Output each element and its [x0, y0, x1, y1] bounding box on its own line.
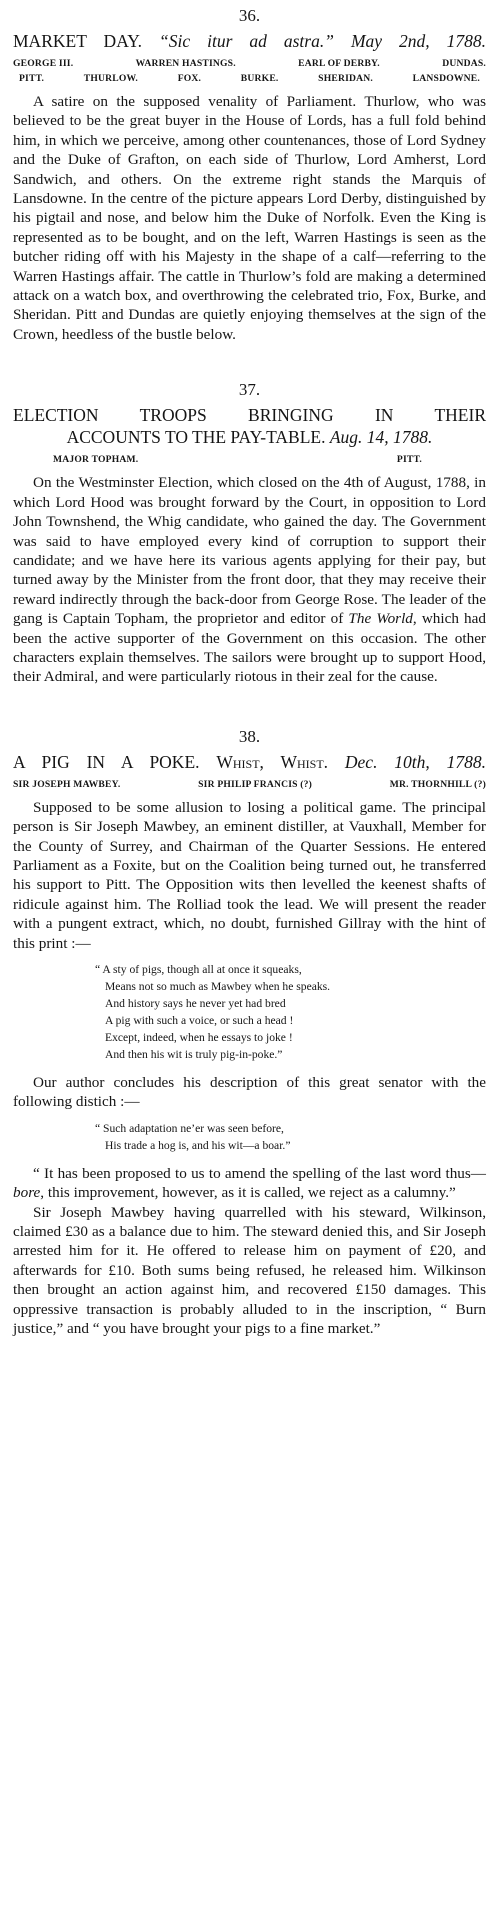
- character-list: [13, 452, 486, 467]
- character-row: [13, 71, 486, 86]
- character-name: FOX.: [177, 73, 202, 84]
- character-name: LANSDOWNE.: [412, 73, 480, 84]
- verse-line: And history says he never yet had bred: [105, 997, 286, 1010]
- entry-38: [13, 727, 486, 1339]
- paragraph-text: , this improvement, however, as it is called, we reject as a calumny.”: [40, 1184, 456, 1202]
- entry-heading: [13, 426, 486, 448]
- publication-title: The World: [348, 610, 413, 628]
- character-name: EARL OF DERBY.: [298, 58, 380, 69]
- verse-line: His trade a hog is, and his wit—a boar.”: [105, 1138, 291, 1152]
- entry-motto: “Sic itur ad astra.”: [159, 31, 334, 51]
- character-name: SIR PHILIP FRANCIS (?): [198, 778, 313, 790]
- entry-paragraph: Supposed to be some allusion to losing a political game. The principal person is Sir Joseph Mawbey, an eminent distiller, at Vauxhall, Member for the County of Surrey, and Chairman of the Quarter Sessions. He entered Parliament as a Foxite, but on the Coalition being turned out, he transferred his support to Pitt. The Opposition wits then levelled the keenest shafts of ridicule against him. The Rolliad took the lead. We will present the reader with a pungent extract, which, no doubt, furnished Gillray with the hint of this print :—: [13, 798, 486, 952]
- entry-title-line: ACCOUNTS TO THE PAY-TABLE.: [66, 427, 326, 448]
- entry-subtitle: Whist, Whist.: [216, 751, 329, 772]
- character-name: WARREN HASTINGS.: [135, 58, 236, 69]
- character-name: GEORGE III.: [13, 58, 74, 69]
- entry-paragraph: [13, 473, 486, 686]
- spacer: [13, 687, 486, 727]
- verse-line: A pig with such a voice, or such a head !: [105, 1014, 294, 1027]
- entry-number: 36.: [238, 6, 261, 25]
- character-name: BURKE.: [240, 73, 279, 84]
- spacer: [13, 344, 486, 380]
- verse-line: “ A sty of pigs, though all at once it squeaks,: [95, 963, 302, 976]
- character-name: DUNDAS.: [442, 58, 486, 69]
- character-name: SHERIDAN.: [318, 73, 374, 84]
- entry-date: Aug. 14, 1788.: [329, 427, 433, 448]
- emphasized-word: bore: [13, 1184, 41, 1202]
- entry-number: 38.: [238, 726, 261, 746]
- character-name: SIR JOSEPH MAWBEY.: [13, 778, 121, 790]
- character-row: [13, 56, 486, 71]
- entry-paragraph: Sir Joseph Mawbey having quarrelled with his steward, Wilkinson, claimed £30 as a balance due to him. The steward denied this, and Sir Joseph arrested him for it. He offered to release him on payment of £20, and afterwards for £10. Both sums being refused, he released him. Wilkinson then brought an action against him, and recovered £150 damages. This oppressive transaction is probably alluded to in the inscription, “ Burn justice,” and “ you have brought your pigs to a fine market.”: [13, 1203, 486, 1338]
- character-name: PITT.: [19, 73, 45, 84]
- verse-quotation: [95, 961, 486, 1063]
- paragraph-text: On the Westminster Election, which closed on the 4th of August, 1788, in which Lord Hood was brought forward by the Court, in opposition to Lord John Townshend, the Whig candidate, who gained the day. The Government was said to have employed every kind of corruption to support their candidate; and we have here its various agents applying for their pay, but turned away by the Minister from the front door, that they may receive their reward indirectly through the back-door from George Rose. The leader of the gang is Captain Topham, the proprietor and editor of: [13, 474, 486, 628]
- entry-paragraph: Our author concludes his description of this great senator with the following distich :—: [13, 1074, 486, 1111]
- verse-line: “ Such adaptation ne’er was seen before,: [95, 1121, 284, 1135]
- character-list: [13, 56, 486, 86]
- verse-line: And then his wit is truly pig-in-poke.”: [105, 1048, 283, 1061]
- entry-heading: [13, 30, 486, 52]
- entry-number: 37.: [238, 380, 261, 400]
- entry-title: A PIG IN A POKE.: [13, 751, 200, 772]
- paragraph-text: “ It has been proposed to us to amend the spelling of the last word thus—: [33, 1164, 486, 1182]
- verse-line: Except, indeed, when he essays to joke !: [105, 1031, 293, 1044]
- character-row: [13, 452, 486, 467]
- entry-37: [13, 380, 486, 686]
- character-name: MAJOR TOPHAM.: [53, 454, 139, 466]
- entry-heading: [13, 751, 486, 773]
- character-name: MR. THORNHILL (?): [389, 778, 486, 790]
- verse-line: Means not so much as Mawbey when he speaks.: [105, 980, 331, 993]
- character-list: [13, 777, 486, 792]
- entry-date: Dec. 10th, 1788.: [344, 751, 486, 772]
- entry-title-line: ELECTION TROOPS BRINGING IN THEIR: [13, 405, 486, 426]
- entry-36: [13, 6, 486, 344]
- paragraph-text: , which had been the active supporter of the Government on this occasion. The other characters explain themselves. The sailors were brought up to support Hood, their Admiral, and were particularly riotous in their zeal for the cause.: [13, 610, 486, 686]
- character-name: THURLOW.: [83, 73, 139, 84]
- verse-quotation: [95, 1120, 486, 1154]
- entry-date: May 2nd, 1788.: [350, 31, 487, 51]
- entry-paragraph: [13, 1164, 486, 1203]
- entry-paragraph: A satire on the supposed venality of Parliament. Thurlow, who was believed to be the great buyer in the House of Lords, has a full fold behind him, in which we perceive, among other countenances, those of Lord Sydney and the Duke of Grafton, on each side of Thurlow, Lord Amherst, Lord Sandwich, and others. On the extreme right stands the Marquis of Lansdowne. In the centre of the picture appears Lord Derby, distinguished by his pigtail and nose, and below him the Duke of Norfolk. Even the King is represented as to be bought, and on the left, Warren Hastings is seen as the butcher riding off with his Majesty in the shape of a calf—referring to the Warren Hastings affair. The cattle in Thurlow’s fold are making a determined attack on a watch box, and overthrowing the celebrated trio, Fox, Burke, and Sheridan. Pitt and Dundas are quietly enjoying themselves at the sign of the Crown, heedless of the bustle below.: [13, 93, 486, 343]
- entry-title: MARKET DAY.: [13, 31, 142, 51]
- character-name: PITT.: [396, 454, 422, 466]
- character-row: [13, 777, 486, 792]
